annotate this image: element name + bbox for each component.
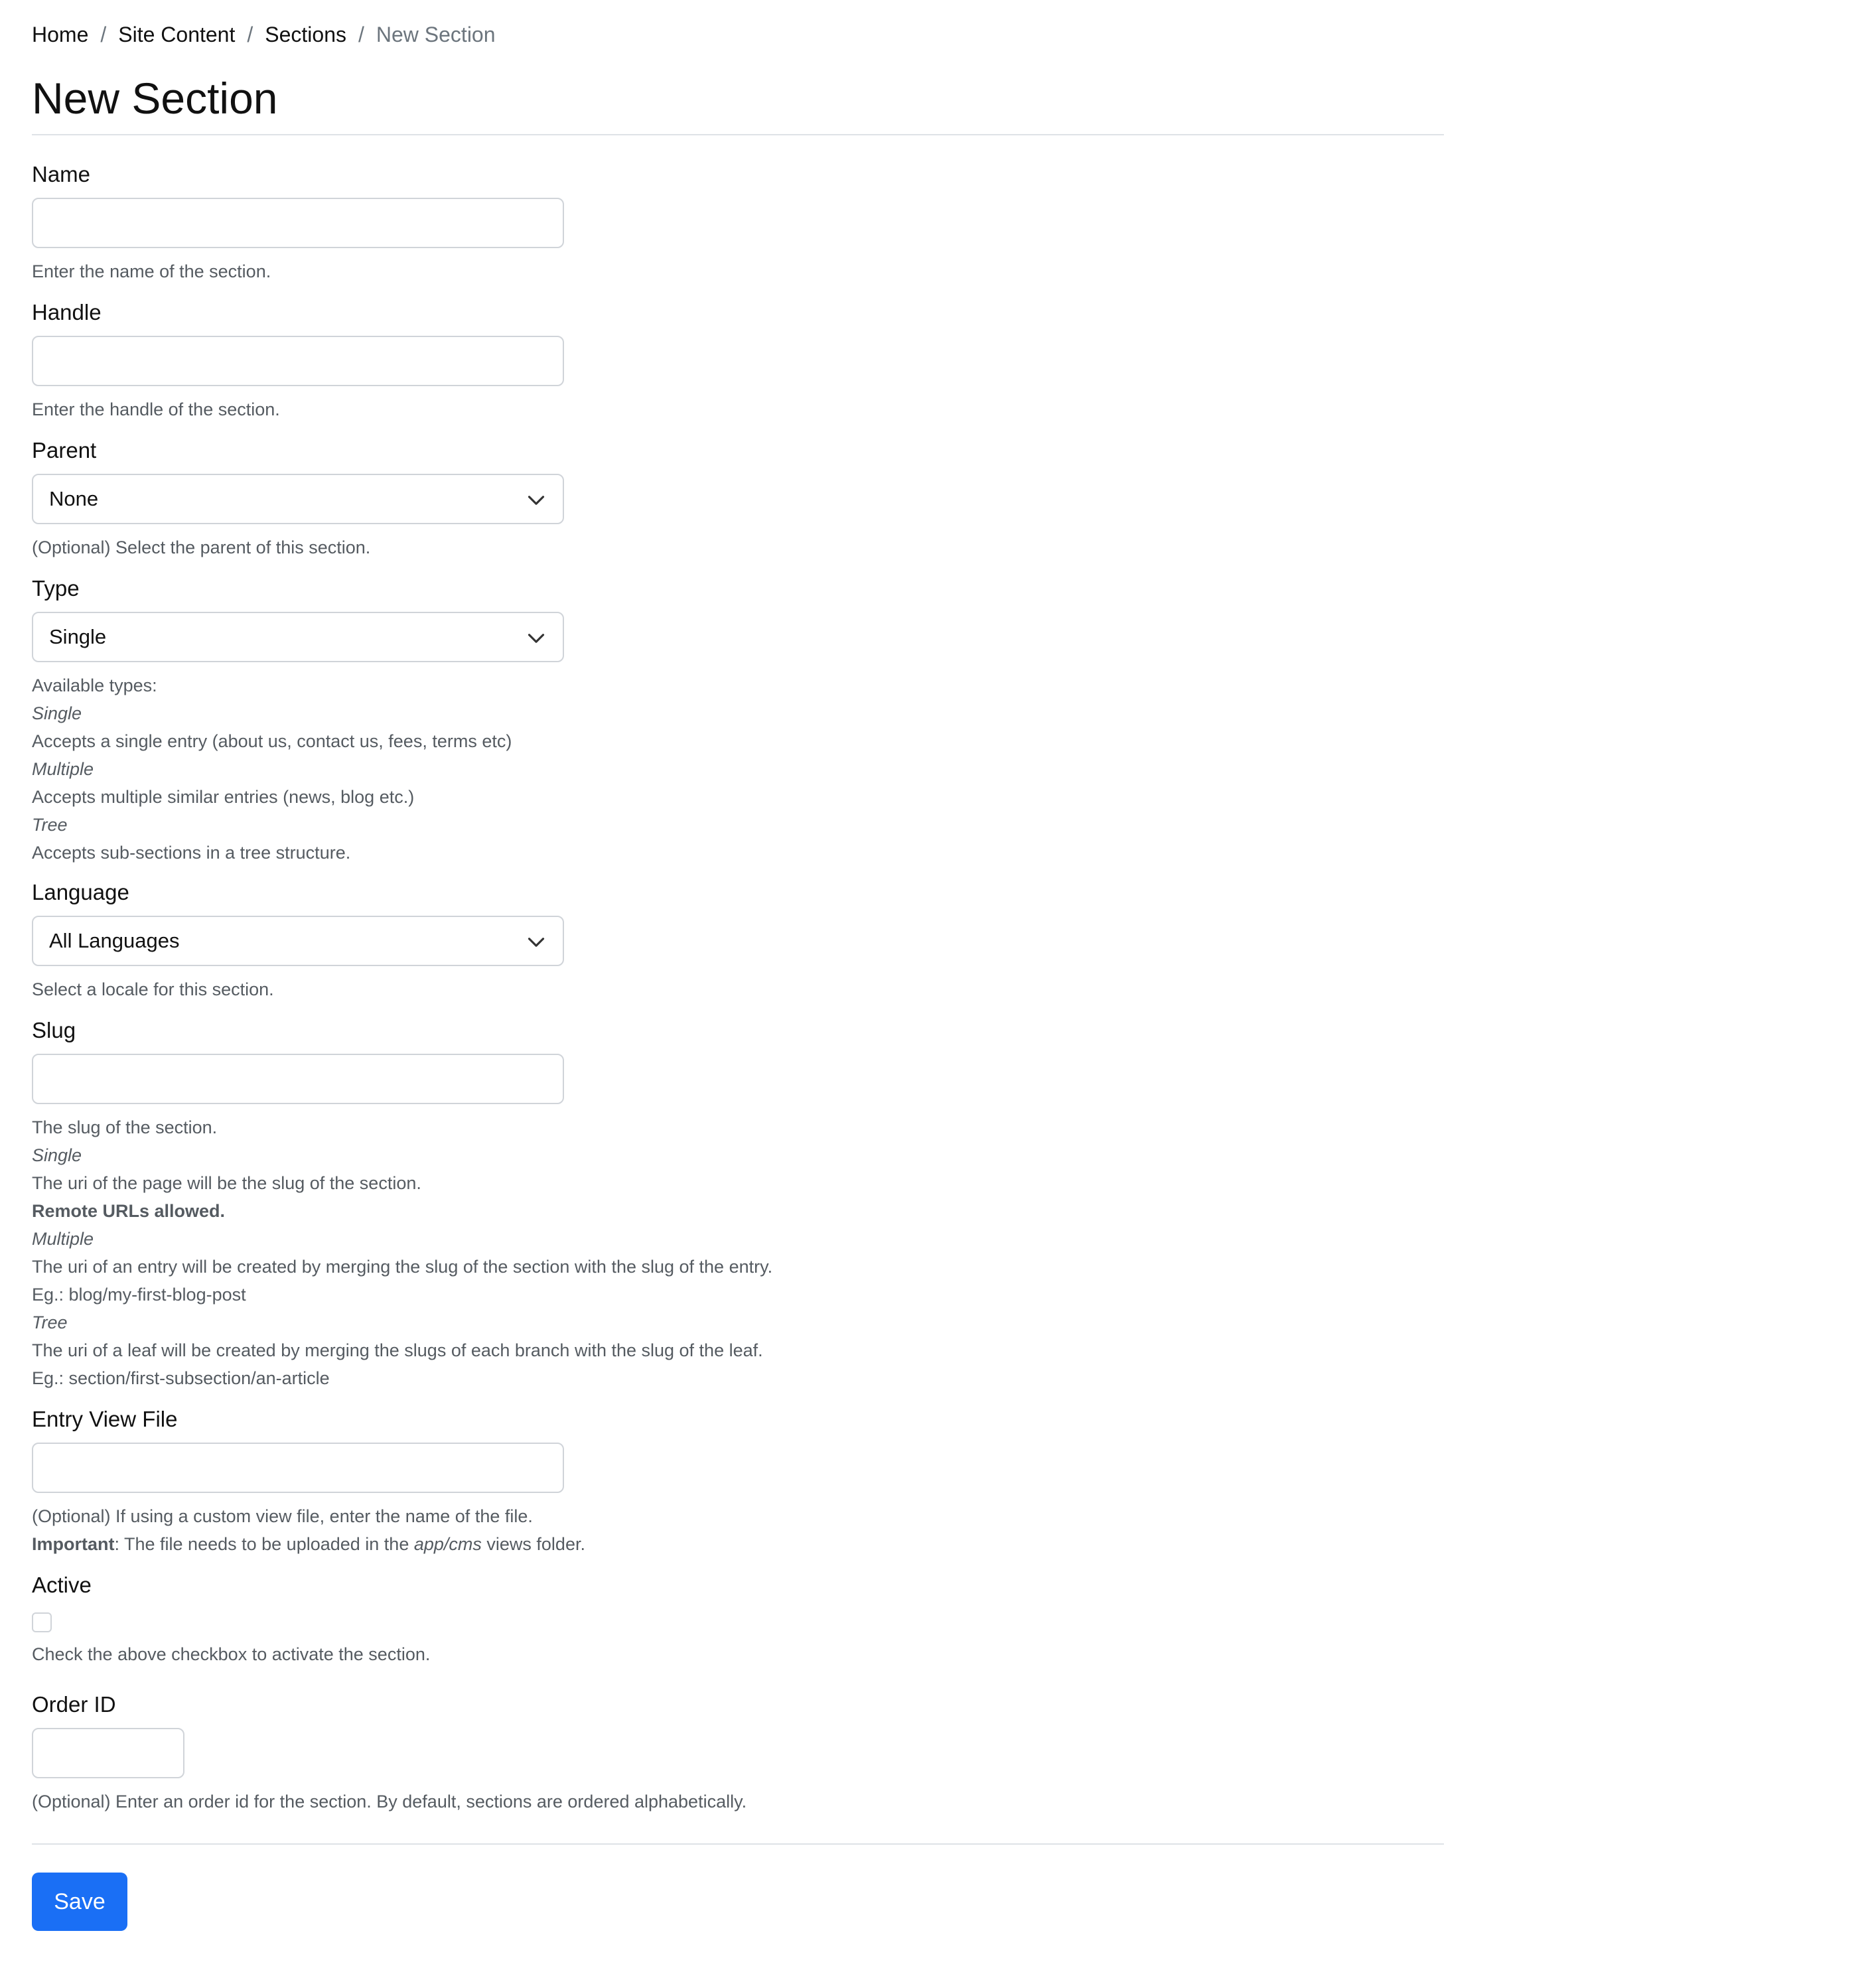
order-id-field-group [32, 1691, 747, 1815]
type-select-value: Single [49, 625, 107, 648]
name-input[interactable] [32, 198, 564, 248]
slug-help-desc: The uri of a leaf will be created by merging the slugs of each branch with the slug of the leaf. [32, 1340, 763, 1360]
name-field-group [32, 161, 564, 285]
order-id-input[interactable] [32, 1728, 184, 1778]
breadcrumb-site-content[interactable]: Site Content [118, 23, 236, 46]
form-footer-divider [32, 1843, 1444, 1845]
entry-view-file-field-group [32, 1405, 585, 1558]
slug-help-term: Multiple [32, 1229, 94, 1249]
order-id-help: (Optional) Enter an order id for the section. By default, sections are ordered alphabetically. [32, 1792, 747, 1811]
order-id-label: Order ID [32, 1692, 116, 1717]
entry-view-file-label: Entry View File [32, 1407, 178, 1431]
language-select[interactable] [32, 916, 564, 966]
parent-help: (Optional) Select the parent of this section. [32, 537, 371, 557]
type-help-intro: Available types: [32, 675, 157, 695]
breadcrumb-current: New Section [376, 23, 496, 46]
active-help: Check the above checkbox to activate the section. [32, 1644, 431, 1664]
handle-input[interactable] [32, 336, 564, 386]
slug-help-example: Eg.: section/first-subsection/an-article [32, 1368, 330, 1388]
chevron-down-icon [527, 491, 545, 510]
name-label: Name [32, 162, 91, 186]
type-select[interactable] [32, 612, 564, 662]
handle-help: Enter the handle of the section. [32, 399, 280, 419]
breadcrumb-separator: / [247, 23, 253, 46]
slug-label: Slug [32, 1018, 76, 1042]
type-label: Type [32, 576, 80, 601]
parent-field-group [32, 437, 564, 561]
handle-label: Handle [32, 300, 102, 324]
language-select-value: All Languages [49, 929, 180, 952]
entry-view-file-important-note: Important: The file needs to be uploaded in the app/cms views folder. [32, 1534, 585, 1554]
save-button[interactable]: Save [32, 1873, 127, 1931]
chevron-down-icon [527, 629, 545, 648]
slug-help-term: Single [32, 1145, 82, 1165]
language-label: Language [32, 880, 129, 904]
slug-help-desc: The uri of an entry will be created by merging the slug of the section with the slug of the entry. [32, 1257, 773, 1277]
language-field-group [32, 879, 564, 1003]
type-help-term: Single [32, 703, 82, 723]
breadcrumb [32, 23, 496, 47]
page-title: New Section [32, 74, 278, 123]
parent-select-value: None [49, 487, 99, 510]
breadcrumb-separator: / [100, 23, 107, 46]
handle-field-group [32, 299, 564, 423]
active-checkbox[interactable] [32, 1612, 52, 1632]
slug-input[interactable] [32, 1054, 564, 1104]
slug-help-term: Tree [32, 1313, 68, 1332]
type-help-desc: Accepts multiple similar entries (news, blog etc.) [32, 787, 415, 807]
slug-help-note: Remote URLs allowed. [32, 1201, 226, 1221]
slug-help-desc: The uri of the page will be the slug of the section. [32, 1173, 421, 1193]
active-label: Active [32, 1573, 92, 1597]
language-help: Select a locale for this section. [32, 979, 274, 999]
parent-label: Parent [32, 438, 97, 462]
parent-select[interactable] [32, 474, 564, 524]
slug-help-intro: The slug of the section. [32, 1117, 218, 1137]
type-help-desc: Accepts sub-sections in a tree structure. [32, 843, 351, 863]
breadcrumb-sections[interactable]: Sections [265, 23, 346, 46]
active-field-group [32, 1571, 430, 1668]
breadcrumb-home[interactable]: Home [32, 23, 89, 46]
entry-view-file-help: (Optional) If using a custom view file, enter the name of the file. [32, 1506, 533, 1526]
name-help: Enter the name of the section. [32, 261, 271, 281]
title-divider [32, 134, 1444, 135]
chevron-down-icon [527, 933, 545, 952]
slug-field-group [32, 1017, 772, 1392]
type-help-desc: Accepts a single entry (about us, contact us, fees, terms etc) [32, 731, 512, 751]
type-help-term: Multiple [32, 759, 94, 779]
type-help-term: Tree [32, 815, 68, 835]
breadcrumb-separator: / [358, 23, 364, 46]
type-field-group [32, 575, 564, 867]
slug-help-example: Eg.: blog/my-first-blog-post [32, 1285, 246, 1305]
entry-view-file-input[interactable] [32, 1443, 564, 1493]
